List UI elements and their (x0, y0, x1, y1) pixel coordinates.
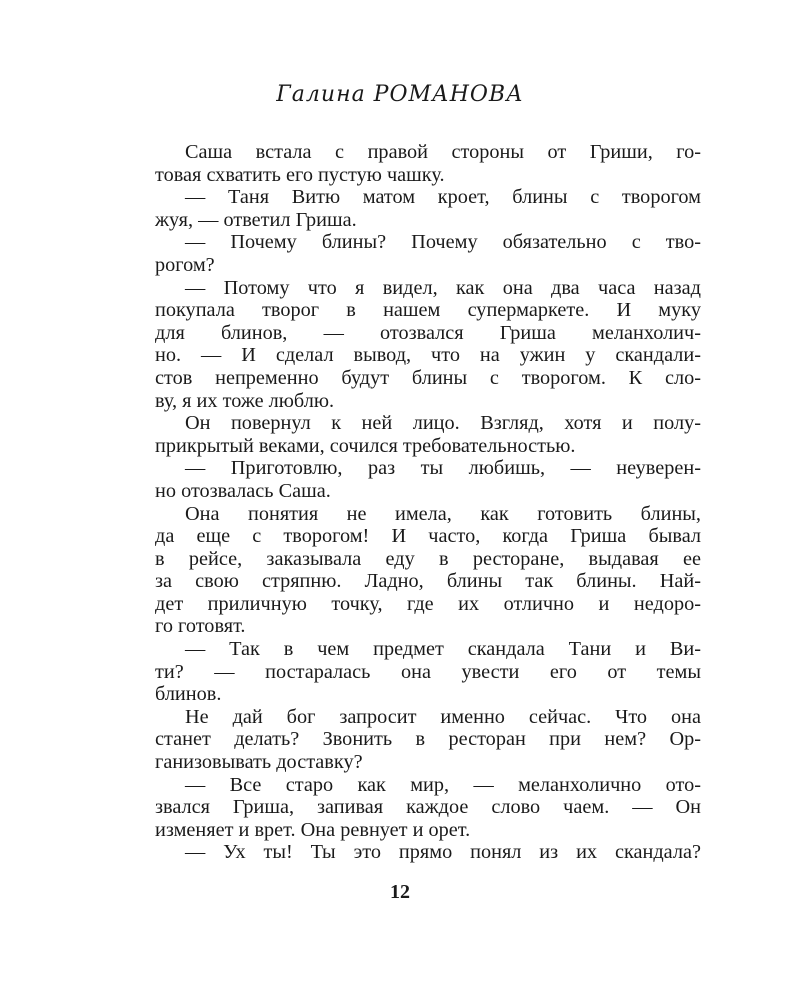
text-line: да еще с творогом! И часто, когда Гриша бывал (155, 525, 701, 548)
text-line: Не дай бог запросит именно сейчас. Что она (185, 705, 701, 728)
text-line: в рейсе, заказывала еду в ресторане, выдавая ее (155, 547, 701, 570)
text-line: ти? — постаралась она увести его от темы (155, 660, 701, 683)
text-line: ву, я их тоже люблю. (155, 389, 335, 412)
text-line: блинов. (155, 683, 222, 706)
text-line: рогом? (155, 253, 215, 276)
text-line: за свою стряпню. Ладно, блины так блины. Най- (155, 570, 701, 593)
text-line: дет приличную точку, где их отлично и недоро- (155, 592, 701, 615)
text-line: — Приготовлю, раз ты любишь, — неуверен- (185, 457, 701, 480)
running-header-author: Галина РОМАНОВА (276, 82, 524, 107)
text-line: Она понятия не имела, как готовить блины, (185, 502, 701, 525)
body-text (155, 141, 701, 864)
text-line: жуя, — ответил Гриша. (155, 208, 357, 231)
text-line: — Так в чем предмет скандала Тани и Ви- (185, 638, 701, 661)
page-number: 12 (390, 881, 410, 903)
text-line: для блинов, — отозвался Гриша меланхолич- (155, 321, 701, 344)
text-line: Он повернул к ней лицо. Взгляд, хотя и полу- (185, 412, 701, 435)
text-line: — Все старо как мир, — меланхолично ото- (185, 773, 701, 796)
text-line: ганизовывать доставку? (155, 751, 363, 774)
text-line: но. — И сделал вывод, что на ужин у скандали- (155, 344, 701, 367)
text-line: станет делать? Звонить в ресторан при нем? Ор- (155, 728, 701, 751)
text-line: — Почему блины? Почему обязательно с тво- (185, 231, 701, 254)
text-line: но отозвалась Саша. (155, 479, 331, 502)
text-line: товая схватить его пустую чашку. (155, 163, 445, 186)
text-line: — Ух ты! Ты это прямо понял из их скандала? (185, 841, 701, 864)
text-line: — Таня Витю матом кроет, блины с творогом (185, 186, 701, 209)
text-line: звался Гриша, запивая каждое слово чаем. — Он (155, 796, 701, 819)
text-line: Саша встала с правой стороны от Гриши, го- (185, 141, 701, 163)
text-line: покупала творог в нашем супермаркете. И муку (155, 299, 701, 322)
text-line: прикрытый веками, сочился требовательностью. (155, 434, 576, 457)
text-line: го готовят. (155, 615, 246, 638)
text-line: изменяет и врет. Она ревнует и орет. (155, 818, 471, 841)
text-line: стов непременно будут блины с творогом. К сло- (155, 366, 701, 389)
text-line: — Потому что я видел, как она два часа назад (185, 276, 701, 299)
